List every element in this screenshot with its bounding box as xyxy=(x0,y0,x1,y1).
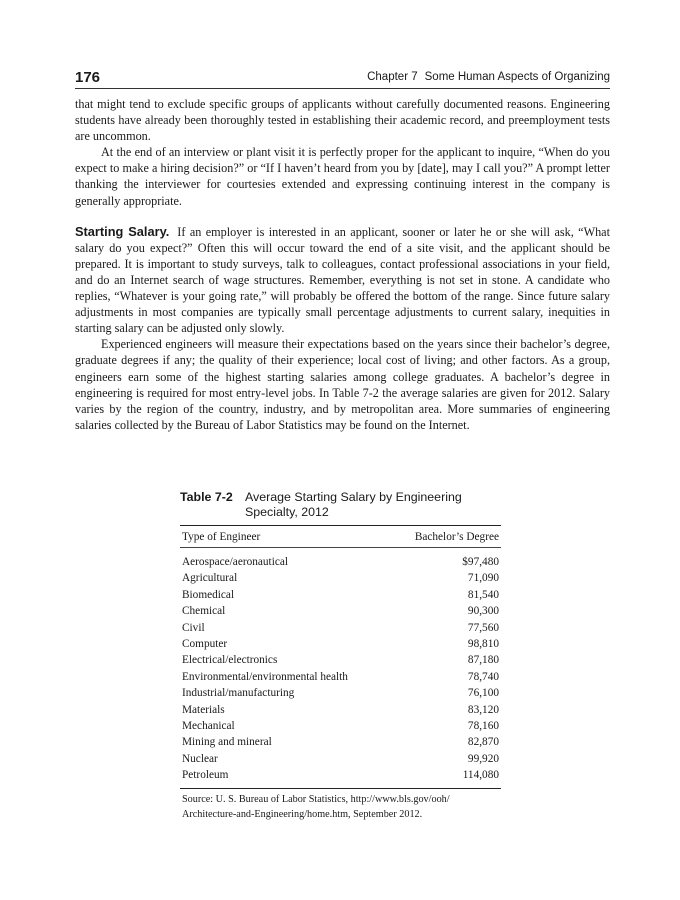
table-row xyxy=(180,718,501,734)
engineer-type: Chemical xyxy=(182,605,226,618)
paragraph-continued: that might tend to exclude specific groups of applicants without carefully documented reasons. Engineering students have already been thoroughly tested in establishing their academic record, and preemployment tests are uncommon. xyxy=(75,97,610,144)
table-caption xyxy=(180,490,501,520)
table-row xyxy=(180,570,501,586)
source-line-2: Architecture-and-Engineering/home.htm, September 2012. xyxy=(182,808,423,820)
engineer-type: Mechanical xyxy=(182,720,235,733)
engineer-type: Industrial/manufacturing xyxy=(182,687,295,700)
salary-value: 114,080 xyxy=(462,769,499,782)
salary-table xyxy=(180,490,501,822)
table-header-row xyxy=(180,526,501,547)
table-row xyxy=(180,751,501,767)
engineer-type: Biomedical xyxy=(182,588,235,601)
page-header xyxy=(75,69,610,87)
engineer-type: Electrical/electronics xyxy=(182,654,278,667)
salary-value: 82,870 xyxy=(467,736,499,749)
table-row xyxy=(180,620,501,636)
paragraph-experienced: Experienced engineers will measure their expectations based on the years since their bachelor’s degree, graduate degrees if any; the quality of their experience; local cost of living; and other factors. As a group, engineers earn some of the highest starting salaries among college graduates. A bachelor’s degree in engineering is required for most entry-level jobs. In Table 7-2 the average salaries are given for 2012. Salary varies by the region of the country, industry, and by metropolitan area. More summaries of engineering salaries collected by the Bureau of Labor Statistics may be found on the Internet. xyxy=(75,337,610,432)
table-source xyxy=(180,792,501,822)
table-body xyxy=(180,548,501,786)
body-text xyxy=(75,96,610,433)
paragraph-starting-salary xyxy=(75,224,610,337)
engineer-type: Materials xyxy=(182,703,225,716)
table-title: Average Starting Salary by Engineering Specialty, 2012 xyxy=(245,490,462,519)
header-rule xyxy=(75,88,610,89)
engineer-type: Environmental/environmental health xyxy=(182,670,348,683)
table-row xyxy=(180,767,501,783)
table-row xyxy=(180,554,501,570)
salary-value: 81,540 xyxy=(467,588,499,601)
chapter-title: Some Human Aspects of Organizing xyxy=(424,71,610,83)
page-number: 176 xyxy=(75,69,101,86)
table-label: Table 7-2 xyxy=(180,490,233,504)
section-heading: Starting Salary. xyxy=(75,223,170,239)
table-row xyxy=(180,603,501,619)
table-bottom-rule xyxy=(180,788,501,789)
running-head xyxy=(367,71,610,83)
salary-value: 78,160 xyxy=(467,720,499,733)
salary-value: 87,180 xyxy=(467,654,499,667)
table-row xyxy=(180,652,501,668)
salary-value: 90,300 xyxy=(467,605,499,618)
salary-value: 76,100 xyxy=(467,687,499,700)
salary-value: 78,740 xyxy=(467,670,499,683)
table-row xyxy=(180,685,501,701)
salary-value: 71,090 xyxy=(467,572,499,585)
engineer-type: Petroleum xyxy=(182,769,229,782)
engineer-type: Agricultural xyxy=(182,572,238,585)
col-degree-header: Bachelor’s Degree xyxy=(414,531,499,543)
paragraph-interview: At the end of an interview or plant visit it is perfectly proper for the applicant to inquire, “When do you expect to make a hiring decision?” or “If I haven’t heard from you by [date], may I call you?” A prompt letter thanking the interviewer for courtesies extended and expressing continuing interest in the company is generally appropriate. xyxy=(75,145,610,208)
salary-value: 77,560 xyxy=(467,621,499,634)
engineer-type: Nuclear xyxy=(182,752,218,765)
table-row xyxy=(180,636,501,652)
table-row xyxy=(180,734,501,750)
paragraph-starting-salary-text: If an employer is interested in an applicant, sooner or later he or she will ask, “What salary do you expect?” Often this will occur toward the end of a site visit, and the applicant should be prepared. It is important to study surveys, talk to colleagues, contact professional associations in your field, and do an Internet search of wage structures. Remember, everything is not set in stone. A candidate who replies, “Whatever is your going rate,” will probably be offered the bottom of the range. Since future salary adjustments in most companies are typically small percentage adjustments to current salary, inequities in starting salary can be adjusted only slowly. xyxy=(75,224,610,336)
col-type-header: Type of Engineer xyxy=(182,531,261,543)
table-row xyxy=(180,669,501,685)
chapter-label: Chapter 7 xyxy=(367,71,418,83)
source-line-1: Source: U. S. Bureau of Labor Statistics, http://www.bls.gov/ooh/ xyxy=(182,793,450,805)
engineer-type: Mining and mineral xyxy=(182,736,272,749)
salary-value: 83,120 xyxy=(467,703,499,716)
engineer-type: Civil xyxy=(182,621,205,634)
engineer-type: Aerospace/aeronautical xyxy=(182,556,289,568)
table-row xyxy=(180,587,501,603)
salary-value: $97,480 xyxy=(462,556,499,568)
salary-value: 99,920 xyxy=(467,752,499,765)
engineer-type: Computer xyxy=(182,638,228,651)
salary-value: 98,810 xyxy=(467,638,499,651)
table-row xyxy=(180,702,501,718)
